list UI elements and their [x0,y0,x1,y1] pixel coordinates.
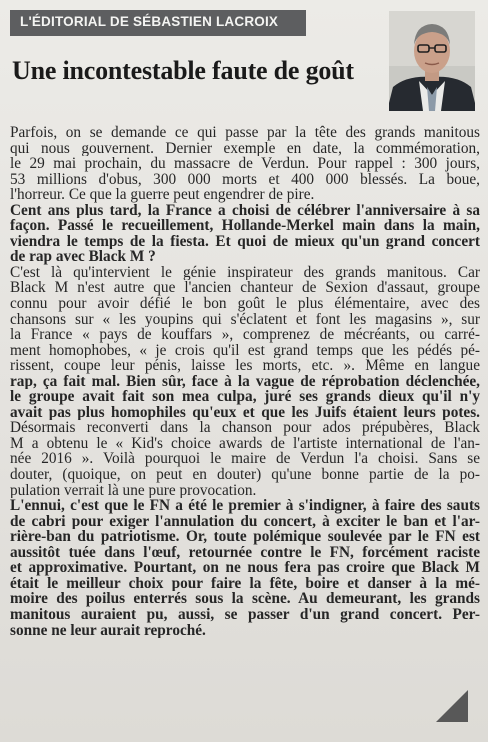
article-line: moire des poilus enterrés sous la scène. Au demeurant, les grands [10,591,480,607]
article-line: rière-ban du patriotisme. Or, toute polémique soulevée par le FN est [10,529,480,545]
article-line: sonne ne leur aurait reproché. [10,622,206,639]
article-title: Une incontestable faute de goût [12,56,354,85]
article-line: 53 millions d'obus, 300 000 morts et 400 000 blessés. La boue, [10,171,480,188]
article-line: connu pour avoir défié le bon goût le plus élémentaire, avec des [10,296,480,312]
article-line: chansons sur « les youpins qui s'éclatent et font les magasins », sur [10,311,480,328]
article-line: M a obtenu le « Kid's choice awards de l'artiste international de l'an- [10,435,480,452]
article-line: l'horreur. Ce que la guerre peut engendrer de pire. [10,187,315,203]
article-line: Désormais reconverti dans la chanson pour ados prépubères, Black [10,420,480,436]
article-line: Cent ans plus tard, la France a choisi de célébrer l'anniversaire à sa [10,202,480,219]
article-line: ment homophobes, « je crois qu'il est grand temps que les pédés pé- [10,342,480,359]
article-line: et approximative. Pourtant, on ne nous fera pas croire que Black M [10,560,480,576]
article-line: de cabri pour exiger l'annulation du concert, à exciter le ban et l'ar- [10,513,480,530]
article-line: Parfois, on se demande ce qui passe par la tête des grands manitous [10,125,480,141]
article-line: L'ennui, c'est que le FN a été le premier à s'indigner, à faire des sauts [10,498,480,514]
article-line: pulation verrait là une pure provocation. [10,482,257,499]
article-line: viendra le temps de la fiesta. Et quoi de mieux qu'un grand concert [10,233,480,250]
article-line: manitous auraient pu, aussi, se passer d'un grand concert. Per- [10,606,480,623]
article-line: la France « pays de kouffars », comprenez de mécréants, ou carré- [10,327,480,343]
article-line: était le meilleur choix pour faire la fête, boire et danser à la mé- [10,575,480,592]
article-body [10,125,480,638]
article-line: façon. Passé le recueillement, Hollande-Merkel main dans la main, [10,218,480,234]
article-line: avait pas plus homophiles qu'eux et que les Juifs étaient leurs potes. [10,404,480,421]
article-line: née 2016 ». Voilà pourquoi le maire de Verdun l'a choisi. Sans se [10,451,480,468]
article-line: Black M n'est autre que l'ancien chanteur de Sexion d'assaut, groupe [10,280,480,297]
article-line: le groupe avait fait son mea culpa, juré ses grands dieux qu'il n'y [10,389,480,405]
article-line: douter, (quoique, on peut en douter) qu'une bonne partie de la po- [10,467,480,483]
article-line: aussitôt tuée dans l'œuf, retournée contre le FN, forcément raciste [10,544,480,561]
author-portrait-icon [389,11,475,111]
article-line: rissent, coupe leur pénis, laisse les morts, etc. ». Même en langue [10,358,480,374]
article-line: le 29 mai prochain, du massacre de Verdun. Pour rappel : 300 jours, [10,156,480,172]
triangle-end-mark-icon [436,690,468,722]
article-line: de rap avec Black M ? [10,249,156,265]
column-kicker: L'ÉDITORIAL DE SÉBASTIEN LACROIX [20,14,279,29]
article-line: C'est là qu'intervient le génie inspirateur des grands manitous. Car [10,264,480,281]
article-line: qui nous gouvernent. Dernier exemple en date, la commémoration, [10,140,480,157]
article-line: rap, ça fait mal. Bien sûr, face à la vague de réprobation déclenchée, [10,373,480,390]
